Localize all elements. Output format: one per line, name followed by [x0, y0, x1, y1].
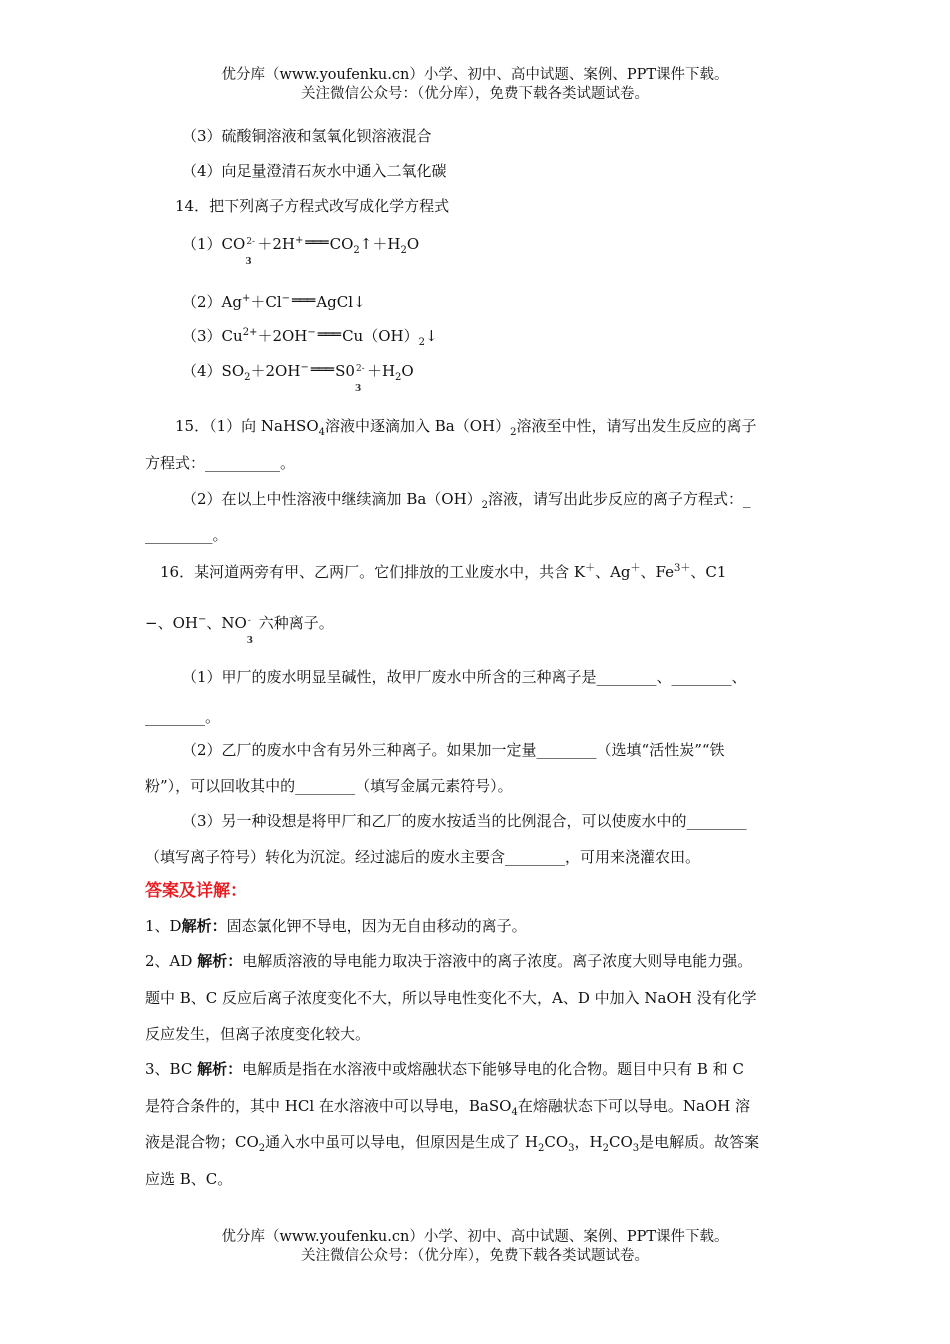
- eq4-superscript: 2-: [355, 364, 365, 374]
- eq1-co2-subscript: 2: [353, 245, 360, 256]
- eq3-equals-sign: ═══: [317, 327, 341, 343]
- answers-heading: 答案及详解：: [145, 881, 247, 901]
- eq1-charge-stack: [245, 237, 257, 267]
- answer-3-text-1: 电解质是指在水溶液中或熔融状态下能够导电的化合物。题目中只有 B 和 C: [242, 1060, 744, 1078]
- q16-sub2-line-1: （2）乙厂的废水中含有另外三种离子。如果加一定量________（选填“活性炭”“铁: [182, 741, 725, 759]
- eq4-part-d: ＋H: [366, 362, 396, 380]
- eq1-part-a: （1）CO: [182, 235, 246, 253]
- answer-2-label: 2、AD: [145, 952, 193, 970]
- eq1-part-b: ＋2H: [257, 235, 295, 253]
- answer-3-l2-a: 是符合条件的，其中 HCl 在水溶液中可以导电，BaSO: [145, 1097, 512, 1115]
- q15-p1-sub: 4: [318, 427, 325, 438]
- q16-no3-charge: -: [247, 616, 251, 626]
- header-line-2: 关注微信公众号：（优分库），免费下载各类试题试卷。: [301, 86, 649, 102]
- q16-sub1-line-2: ________。: [145, 708, 221, 726]
- q16-sub3-line-1: （3）另一种设想是将甲厂和乙厂的废水按适当的比例混合，可以使废水中的________: [182, 812, 747, 830]
- q16-p1-a: 16．某河道两旁有甲、乙两厂。它们排放的工业废水中，共含 K: [160, 563, 586, 581]
- eq1-superscript: 2-: [246, 237, 256, 247]
- q13-item-4: （4）向足量澄清石灰水中通入二氧化碳: [182, 162, 447, 180]
- answer-2-line-3: 反应发生，但离子浓度变化较大。: [145, 1025, 371, 1043]
- eq3-part-a: （3）Cu: [182, 327, 243, 345]
- page-header: [0, 66, 950, 104]
- footer-line-1: 优分库（www.youfenku.cn）小学、初中、高中试题、案例、PPT课件下载。: [221, 1229, 729, 1245]
- eq4-part-e: O: [401, 362, 414, 380]
- q16-line2-b: 、NO: [206, 614, 247, 632]
- q14-equation-4: [182, 357, 847, 394]
- answer-2-line-2: 题中 B、C 反应后离子浓度变化不大，所以导电性变化不大，A、D 中加入 NaOH 没有化学: [145, 989, 757, 1007]
- q13-item-3: （3）硫酸铜溶液和氢氧化钡溶液混合: [182, 127, 432, 145]
- eq1-part-d: ↑＋H: [359, 235, 401, 253]
- answer-1-key: 解析：: [181, 917, 227, 935]
- answer-2-key: 解析：: [197, 952, 243, 970]
- eq4-part-c: S0: [335, 362, 355, 380]
- eq3-part-c: Cu（OH）: [342, 327, 419, 345]
- q15-p2-a: （2）在以上中性溶液中继续滴加 Ba（OH）: [182, 490, 482, 508]
- q15-part-1-line-1: [175, 415, 840, 444]
- eq2-cl-charge: −: [281, 293, 291, 304]
- eq4-h2-subscript: 2: [395, 372, 402, 383]
- eq1-h2-subscript: 2: [400, 245, 407, 256]
- answer-2-line-1: [145, 950, 810, 972]
- answer-1-label: 1、D: [145, 917, 182, 935]
- q15-part-2-line-1: [182, 488, 847, 517]
- answer-3-l3-c: CO: [544, 1133, 569, 1151]
- q14-equation-1: [182, 230, 847, 267]
- answer-1-text: 固态氯化钾不导电，因为无自由移动的离子。: [226, 917, 527, 935]
- eq4-charge-stack: [354, 364, 367, 394]
- q15-part-2-line-2: _________。: [145, 526, 228, 544]
- q16-sub1-line-1: （1）甲厂的废水明显呈碱性，故甲厂废水中所含的三种离子是________、________、: [182, 668, 747, 686]
- answer-3-l3-b: 通入水中虽可以导电，但原因是生成了 H: [265, 1133, 539, 1151]
- eq4-part-a: （4）SO: [182, 362, 245, 380]
- eq4-oh-charge: −: [300, 362, 309, 373]
- header-line-1: 优分库（www.youfenku.cn）小学、初中、高中试题、案例、PPT课件下载。: [221, 67, 729, 83]
- q14-title: 14．把下列离子方程式改写成化学方程式: [175, 197, 450, 215]
- q16-no3-stack: [246, 616, 259, 646]
- q15-p1-b: 溶液中逐滴加入 Ba（OH）: [325, 417, 511, 435]
- answer-3-l3-sub1: 2: [258, 1143, 266, 1154]
- answer-1: [145, 915, 810, 937]
- eq2-part-b: ＋Cl: [250, 293, 282, 311]
- eq2-part-c: AgCl↓: [316, 293, 366, 311]
- eq3-cu-charge: 2+: [242, 327, 258, 338]
- eq4-part-b: ＋2OH: [250, 362, 301, 380]
- q16-intro-line-2: [145, 609, 810, 646]
- answer-3-l3-sub5: 3: [632, 1143, 640, 1154]
- answer-3-label: 3、BC: [145, 1060, 193, 1078]
- eq1-subscript: 3: [245, 257, 252, 267]
- q16-p1-c: 、Fe: [640, 563, 674, 581]
- eq4-equals-sign: ═══: [310, 362, 334, 378]
- q16-ag-charge: ＋: [630, 563, 641, 574]
- eq1-equals-sign: ═══: [305, 235, 328, 251]
- q14-equation-2: [182, 288, 847, 313]
- eq3-part-d: ↓: [424, 327, 438, 345]
- q16-intro-line-1: [160, 558, 825, 583]
- q15-p2-b: 溶液，请写出此步反应的离子方程式：_: [488, 490, 751, 508]
- eq4-subscript: 3: [354, 384, 362, 394]
- answer-3-l3-sub2: 2: [538, 1143, 545, 1154]
- q16-no3-subscript: 3: [246, 636, 254, 646]
- q16-p1-b: 、Ag: [595, 563, 631, 581]
- answer-3-l3-sub3: 3: [568, 1143, 575, 1154]
- answer-3-l2-b: 在熔融状态下可以导电。NaOH 溶: [517, 1097, 751, 1115]
- answer-3-line-2: [145, 1095, 810, 1124]
- eq1-h-charge: +: [294, 235, 304, 246]
- q16-line2-a: −、OH: [145, 614, 198, 632]
- eq3-part-b: ＋2OH: [257, 327, 308, 345]
- answer-3-l3-sub4: 2: [602, 1143, 610, 1154]
- eq3-subscript: 2: [418, 337, 425, 348]
- q15-p1-sub2: 2: [510, 427, 517, 438]
- page-footer: [0, 1228, 950, 1266]
- q14-equation-3: [182, 322, 847, 354]
- q16-oh-charge: −: [197, 614, 207, 625]
- q15-part-1-line-2: 方程式：__________。: [145, 454, 296, 472]
- answer-2-text-1: 电解质溶液的导电能力取决于溶液中的离子浓度。离子浓度大则导电能力强。: [242, 952, 753, 970]
- answer-3-l3-d: ，H: [574, 1133, 603, 1151]
- answer-3-line-1: [145, 1058, 810, 1080]
- eq2-ag-charge: +: [241, 293, 251, 304]
- eq4-so2-subscript: 2: [244, 372, 251, 383]
- answer-3-l3-e: CO: [609, 1133, 633, 1151]
- q16-sub3-line-2: （填写离子符号）转化为沉淀。经过滤后的废水主要含________，可用来浇灌农田。: [145, 848, 701, 866]
- q16-fe-charge: 3＋: [673, 563, 691, 574]
- q16-k-charge: ＋: [585, 563, 596, 574]
- answer-3-l3-f: 是电解质。故答案: [639, 1133, 760, 1151]
- eq1-part-c: CO: [329, 235, 354, 253]
- q16-p1-d: 、C1: [690, 563, 727, 581]
- eq3-oh-charge: −: [307, 327, 316, 338]
- answer-3-line-4: 应选 B、C。: [145, 1170, 233, 1188]
- q16-sub2-line-2: 粉”），可以回收其中的________（填写金属元素符号）。: [145, 777, 513, 795]
- eq2-part-a: （2）Ag: [182, 293, 242, 311]
- answer-3-key: 解析：: [197, 1060, 243, 1078]
- answer-3-l2-sub: 4: [511, 1107, 518, 1118]
- q15-p2-sub: 2: [481, 500, 489, 511]
- q15-p1-c: 溶液至中性，请写出发生反应的离子: [516, 417, 757, 435]
- answer-3-line-3: [145, 1131, 810, 1160]
- answer-3-l3-a: 液是混合物；CO: [145, 1133, 259, 1151]
- eq2-equals-sign: ═══: [292, 293, 315, 309]
- q16-line2-c: 六种离子。: [258, 614, 334, 632]
- q15-p1-a: 15．（1）向 NaHSO: [175, 417, 319, 435]
- footer-line-2: 关注微信公众号：（优分库），免费下载各类试题试卷。: [301, 1248, 649, 1264]
- eq1-part-e: O: [406, 235, 420, 253]
